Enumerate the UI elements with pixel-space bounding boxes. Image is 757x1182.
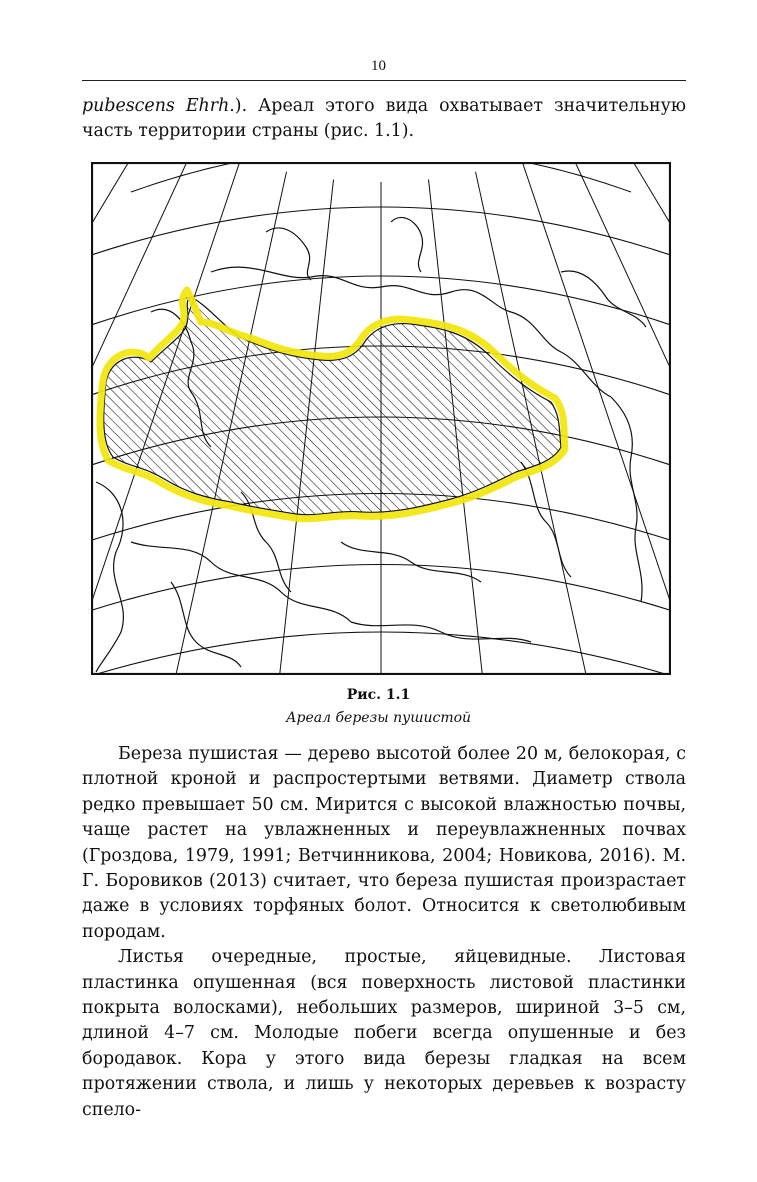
body-text (82, 742, 686, 1123)
range-hatched-area (104, 297, 561, 515)
header-rule (82, 80, 686, 81)
figure-label: Рис. 1.1 (346, 687, 411, 703)
species-name: pubescens Ehrh (82, 96, 230, 116)
range-map-figure (91, 162, 671, 675)
range-map (91, 162, 671, 675)
intro-paragraph (82, 94, 686, 145)
body-paragraph: Листья очередные, простые, яйцевидные. Листовая пластинка опушенная (вся поверхность листовой пластинки покрыта волосками), небольших размеров, шириной 3–5 см, длиной 4–7 см. Молодые побеги всегда опушенные и без бородавок. Кора у этого вида березы гладкая на всем протяжении ствола, и лишь у некоторых деревьев к возрасту спело- (82, 947, 686, 1120)
page-number: 10 (371, 58, 386, 74)
body-paragraph: Береза пушистая — дерево высотой более 20 м, белокорая, с плотной кроной и распростертыми ветвями. Диаметр ствола редко превышает 50 см. Мирится с высокой влажностью почвы, чаще растет на увлажненных и переувлажненных почвах (Гроздова, 1979, 1991; Ветчинникова, 2004; Новикова, 2016). М. Г. Боровиков (2013) считает, что береза пушистая произрастает даже в условиях торфяных болот. Относится к светолюбивым породам. (82, 744, 686, 942)
figure-title: Ареал березы пушистой (285, 710, 472, 726)
meridian-line (608, 162, 671, 599)
intro-text: .). Ареал этого вида охватывает значительную часть территории страны (рис. 1.1). (82, 96, 686, 142)
